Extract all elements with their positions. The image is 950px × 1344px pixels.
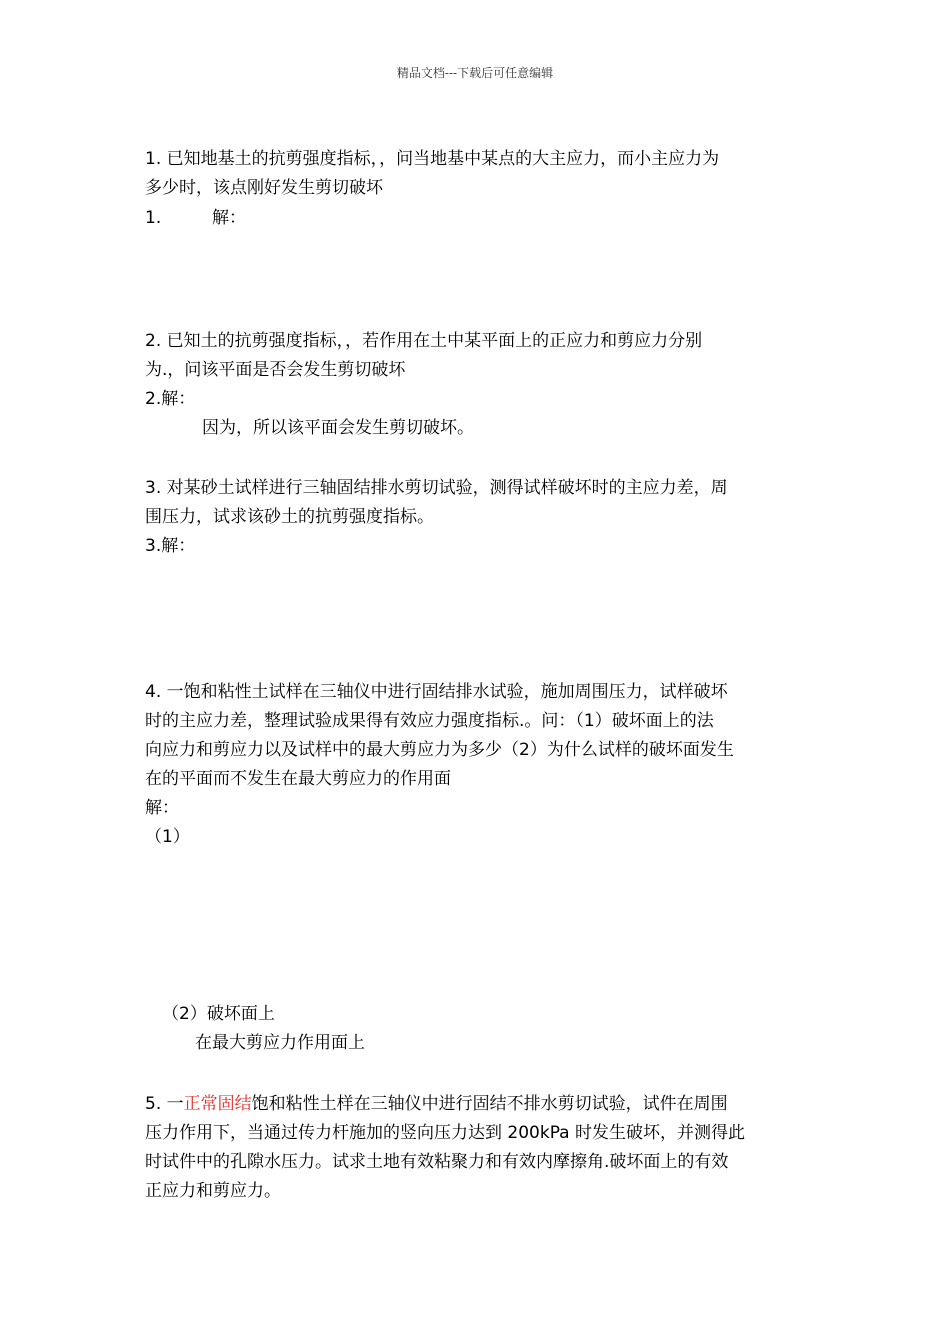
q5-text-line1 [145, 1094, 728, 1114]
q5-prefix: 5. 一 [145, 1094, 184, 1114]
q1-text-line1: 1. 已知地基土的抗剪强度指标，，问当地基中某点的大主应力，而小主应力为 [145, 149, 720, 169]
q4-part1-label: （1） [145, 827, 190, 847]
q1-text-line2: 多少时，该点刚好发生剪切破坏 [145, 178, 383, 198]
q4-text-line3: 向应力和剪应力以及试样中的最大剪应力为多少（2）为什么试样的破坏面发生 [145, 740, 734, 760]
q4-answer-label: 解： [145, 798, 179, 818]
q5-highlight-text: 正常固结 [183, 1094, 252, 1114]
q5-line1-suffix: 饱和粘性土样在三轴仪中进行固结不排水剪切试验，试件在周围 [251, 1094, 728, 1114]
q3-answer-label: 3.解： [145, 536, 196, 556]
q2-text-line1: 2. 已知土的抗剪强度指标，，若作用在土中某平面上的正应力和剪应力分别 [145, 331, 703, 351]
q1-answer-label: 解： [212, 208, 246, 228]
q2-answer-label: 2.解： [145, 389, 196, 409]
q4-part2-label: （2）破坏面上 [162, 1004, 275, 1024]
page-header: 精品文档---下载后可任意编辑 [396, 66, 554, 80]
q4-text-line1: 4. 一饱和粘性土试样在三轴仪中进行固结排水试验，施加周围压力，试样破坏 [145, 682, 728, 702]
q3-text-line1: 3. 对某砂土试样进行三轴固结排水剪切试验，测得试样破坏时的主应力差，周 [145, 478, 728, 498]
q4-text-line2: 时的主应力差，整理试验成果得有效应力强度指标.。问：（1）破坏面上的法 [145, 711, 714, 731]
q4-text-line4: 在的平面而不发生在最大剪应力的作用面 [145, 769, 451, 789]
q2-conclusion: 因为，所以该平面会发生剪切破坏。 [202, 418, 474, 438]
q3-text-line2: 围压力，试求该砂土的抗剪强度指标。 [145, 507, 434, 527]
q5-text-line3: 时试件中的孔隙水压力。试求土地有效粘聚力和有效内摩擦角.破坏面上的有效 [145, 1152, 729, 1172]
q5-text-line2: 压力作用下，当通过传力杆施加的竖向压力达到 200kPa 时发生破坏，并测得此 [145, 1123, 746, 1143]
q2-text-line2: 为.，问该平面是否会发生剪切破坏 [145, 360, 406, 380]
q5-text-line4: 正应力和剪应力。 [145, 1181, 281, 1201]
q1-answer-number: 1. [145, 208, 162, 228]
q4-part2-text: 在最大剪应力作用面上 [195, 1033, 365, 1053]
